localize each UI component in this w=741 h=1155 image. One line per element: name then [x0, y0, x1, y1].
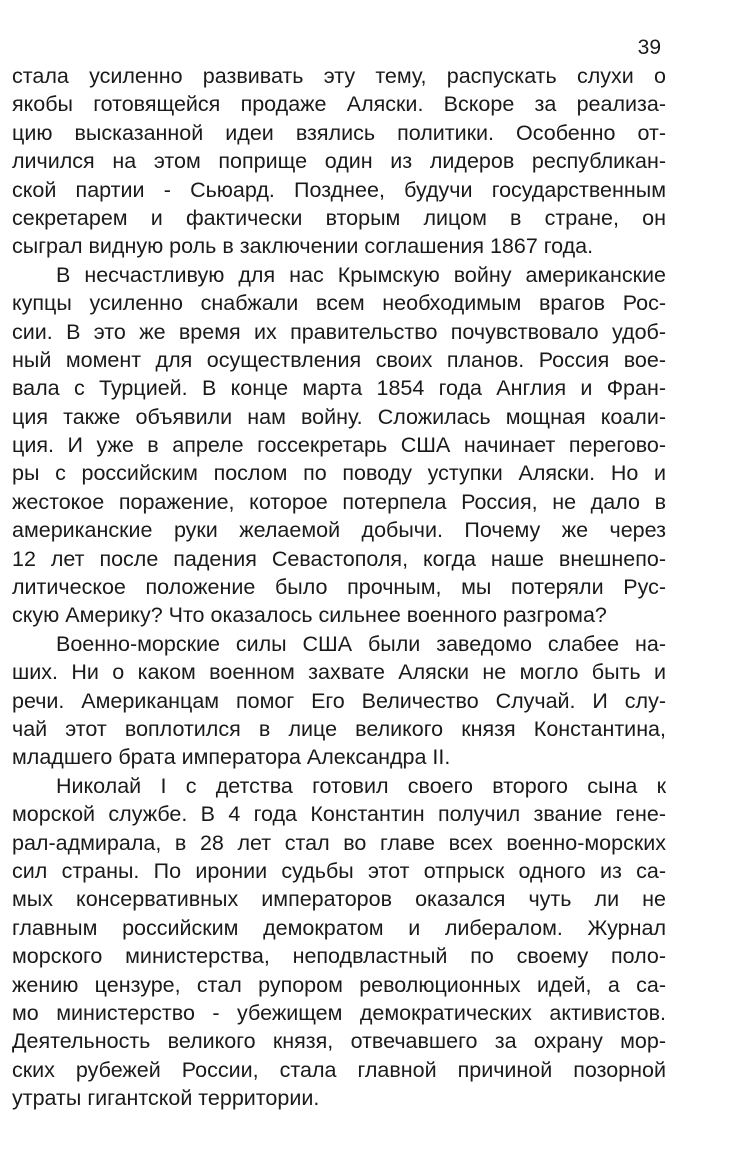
text-line: ция. И уже в апреле госсекретарь США начинает перегово-	[12, 433, 666, 458]
paragraph-3	[12, 630, 666, 772]
text-line: мых консервативных императоров оказался чуть ли не	[12, 887, 666, 912]
text-line: личился на этом поприще один из лидеров республикан-	[12, 149, 666, 174]
text-line: младшего брата императора Александра II.	[12, 745, 451, 770]
text-line: речи. Американцам помог Его Величество Случай. И слу-	[12, 688, 666, 713]
text-line: жестокое поражение, которое потерпела Россия, не дало в	[12, 489, 666, 514]
text-line: стала усиленно развивать эту тему, распускать слухи о	[12, 64, 666, 88]
text-line: американские руки желаемой добычи. Почему же через	[12, 518, 666, 543]
paragraph-1	[12, 62, 666, 261]
paragraph-4	[12, 772, 666, 1113]
text-line: ских рубежей России, стала главной причиной позорной	[12, 1057, 666, 1082]
paragraph-2	[12, 261, 666, 630]
text-line: утраты гигантской территории.	[12, 1086, 320, 1111]
text-line: сил страны. По иронии судьбы этот отпрыск одного из са-	[12, 858, 666, 883]
text-line: Военно-морские силы США были заведомо слабее на-	[56, 631, 666, 656]
text-line: Деятельность великого князя, отвечавшего за охрану мор-	[12, 1029, 666, 1054]
text-line: ской партии - Сьюард. Позднее, будучи государственным	[12, 177, 666, 202]
text-line: главным российским демократом и либералом. Журнал	[12, 915, 666, 940]
text-line: чай этот воплотился в лице великого князя Константина,	[12, 716, 666, 741]
text-line: жению цензуре, стал рупором революционных идей, а са-	[12, 972, 666, 997]
page-number: 39	[637, 36, 661, 59]
text-line: ры с российским послом по поводу уступки Аляски. Но и	[12, 461, 666, 486]
text-line: 12 лет после падения Севастополя, когда наше внешнепо-	[12, 546, 666, 571]
text-line: морского министерства, неподвластный по своему поло-	[12, 944, 666, 969]
text-line: рал-адмирала, в 28 лет стал во главе всех военно-морских	[12, 830, 666, 855]
text-line: якобы готовящейся продаже Аляски. Вскоре за реализа-	[12, 92, 666, 117]
text-line: скую Америку? Что оказалось сильнее военного разгрома?	[12, 603, 607, 628]
text-line: ный момент для осуществления своих планов. Россия вое-	[12, 347, 666, 372]
text-line: сии. В это же время их правительство почувствовало удоб-	[12, 319, 666, 344]
text-line: сыграл видную роль в заключении соглашения 1867 года.	[12, 234, 594, 259]
text-line: ция также объявили нам войну. Сложилась мощная коали-	[12, 404, 666, 429]
text-line: В несчастливую для нас Крымскую войну американские	[56, 262, 666, 287]
text-line: купцы усиленно снабжали всем необходимым врагов Рос-	[12, 291, 666, 316]
text-line: морской службе. В 4 года Константин получил звание гене-	[12, 802, 666, 827]
text-line: ших. Ни о каком военном захвате Аляски не могло быть и	[12, 660, 666, 685]
body-text	[12, 62, 666, 1112]
text-line: мо министерство - убежищем демократических активистов.	[12, 1000, 666, 1025]
text-line: Николай I с детства готовил своего второго сына к	[56, 773, 666, 798]
text-line: секретарем и фактически вторым лицом в стране, он	[12, 205, 666, 230]
text-line: цию высказанной идеи взялись политики. Особенно от-	[12, 120, 666, 145]
text-line: вала с Турцией. В конце марта 1854 года Англия и Фран-	[12, 376, 666, 401]
text-line: литическое положение было прочным, мы потеряли Рус-	[12, 575, 666, 600]
